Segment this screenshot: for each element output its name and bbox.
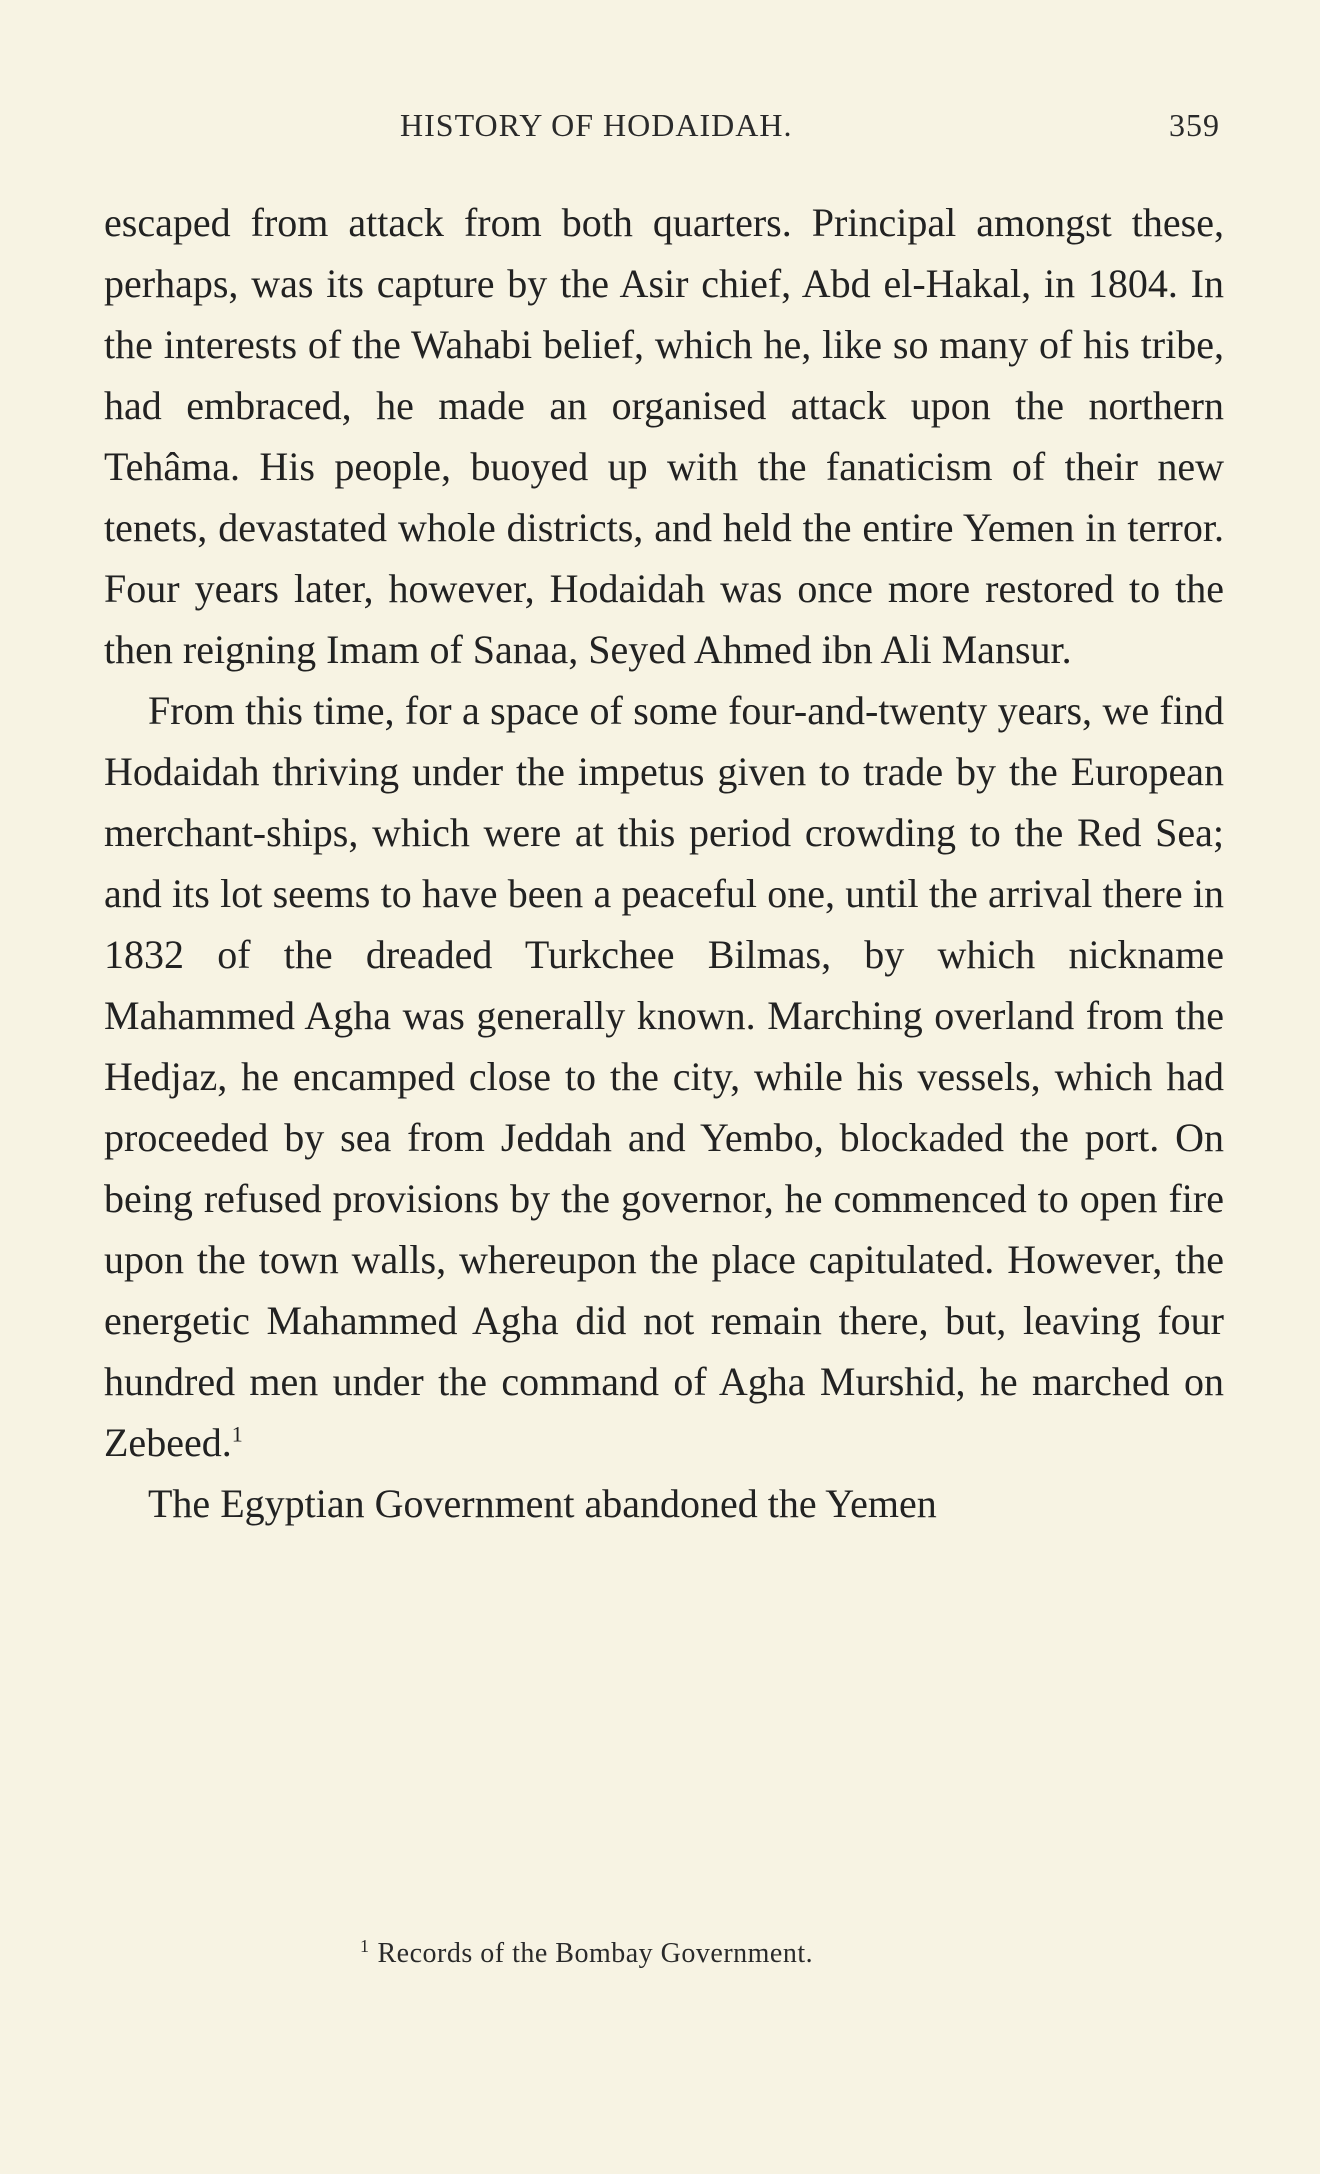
running-title: HISTORY OF HODAIDAH. bbox=[400, 106, 793, 143]
page-number: 359 bbox=[1169, 106, 1220, 143]
paragraph-3-text: The Egyptian Government abandoned the Yemen bbox=[148, 1481, 937, 1526]
paragraph-3 bbox=[104, 1473, 1224, 1534]
body-text bbox=[104, 192, 1224, 1534]
paragraph-2 bbox=[104, 680, 1224, 1473]
footnote-marker: 1 bbox=[360, 1935, 370, 1956]
footnote-reference: 1 bbox=[231, 1421, 243, 1447]
footnote bbox=[360, 1935, 1180, 1970]
running-head bbox=[400, 100, 1220, 150]
footnote-text: Records of the Bombay Government. bbox=[377, 1938, 814, 1969]
paragraph-2-text: From this time, for a space of some four-and-twenty years, we find Hodaidah thriving under the impetus given to trade by the European merchant-ships, which were at this period crowding to the Red Sea; and its lot seems to have been a peaceful one, until the arrival there in 1832 of the dreaded Turkchee Bilmas, by which nickname Mahammed Agha was generally known. Marching overland from the Hedjaz, he encamped close to the city, while his vessels, which had proceeded by sea from Jeddah and Yembo, blockaded the port. On being refused provisions by the governor, he commenced to open fire upon the town walls, whereupon the place capitulated. However, the energetic Mahammed Agha did not remain there, but, leaving four hundred men under the command of Agha Murshid, he marched on Zebeed. bbox=[104, 688, 1224, 1465]
paragraph-1-text: escaped from attack from both quarters. Principal amongst these, perhaps, was its capture by the Asir chief, Abd el-Hakal, in 1804. In the interests of the Wahabi belief, which he, like so many of his tribe, had embraced, he made an organised attack upon the northern Tehâma. His people, buoyed up with the fanaticism of their new tenets, devastated whole districts, and held the entire Yemen in terror. Four years later, however, Hodaidah was once more restored to the then reigning Imam of Sanaa, Seyed Ahmed ibn Ali Mansur. bbox=[104, 200, 1224, 672]
paragraph-1 bbox=[104, 192, 1224, 680]
